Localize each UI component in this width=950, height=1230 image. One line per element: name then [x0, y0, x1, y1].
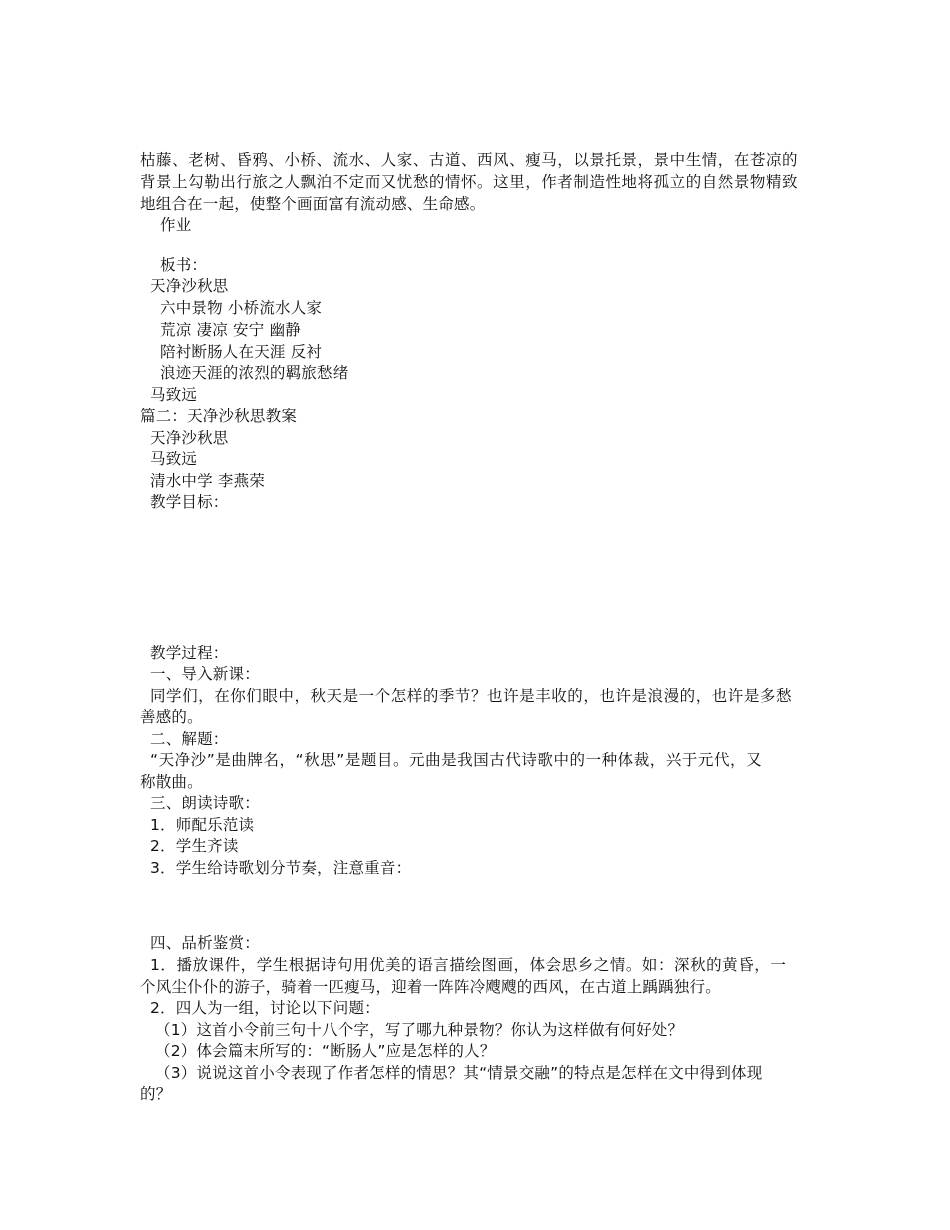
paragraph-line: 背景上勾勒出行旅之人飘泊不定而又忧愁的情怀。这里，作者制造性地将孤立的自然景物精致: [140, 173, 799, 191]
process-heading: 教学过程：: [150, 644, 229, 662]
list-item: 3．学生给诗歌划分节奏，注意重音：: [150, 859, 412, 877]
paragraph-line: 称散曲。: [140, 773, 203, 791]
blackboard-line: 浪迹天涯的浓烈的羁旅愁绪: [160, 364, 349, 382]
objectives-heading: 教学目标：: [150, 493, 229, 511]
blackboard-heading: 板书：: [160, 256, 208, 274]
blackboard-line: 六中景物 小桥流水人家: [160, 299, 323, 317]
author-name: 马致远: [150, 450, 198, 468]
list-item: 2．四人为一组，讨论以下问题：: [150, 999, 380, 1017]
paragraph-line: 个风尘仆仆的游子，骑着一匹瘦马，迎着一阵阵冷飕飕的西风，在古道上踽踽独行。: [140, 978, 721, 996]
poem-title: 天净沙秋思: [150, 277, 229, 295]
step-heading: 三、朗读诗歌：: [150, 794, 260, 812]
step-heading: 一、导入新课：: [150, 665, 260, 683]
question-item: （3）说说这首小令表现了作者怎样的情思？其“情景交融”的特点是怎样在文中得到体现: [155, 1064, 763, 1082]
paragraph-line: “天净沙”是曲牌名，“秋思”是题目。元曲是我国古代诗歌中的一种体裁，兴于元代，又: [150, 751, 763, 769]
paragraph-line: 的？: [140, 1085, 172, 1103]
step-heading: 二、解题：: [150, 730, 229, 748]
question-item: （2）体会篇末所写的：“断肠人”应是怎样的人？: [155, 1042, 496, 1060]
paragraph-line: 同学们，在你们眼中，秋天是一个怎样的季节？也许是丰收的，也许是浪漫的，也许是多愁: [150, 687, 793, 705]
blackboard-line: 陪衬断肠人在天涯 反衬: [160, 343, 323, 361]
list-item: 1．播放课件，学生根据诗句用优美的语言描绘图画，体会思乡之情。如：深秋的黄昏，一: [150, 956, 787, 974]
author-name: 马致远: [150, 386, 198, 404]
list-item: 2．学生齐读: [150, 837, 239, 855]
step-heading: 四、品析鉴赏：: [150, 934, 260, 952]
question-item: （1）这首小令前三句十八个字，写了哪九种景物？你认为这样做有何好处？: [155, 1021, 684, 1039]
teacher-info: 清水中学 李燕荣: [150, 472, 266, 490]
poem-title: 天净沙秋思: [150, 429, 229, 447]
paragraph-line: 善感的。: [140, 708, 203, 726]
paragraph-line: 地组合在一起，使整个画面富有流动感、生命感。: [140, 195, 486, 213]
list-item: 1．师配乐范读: [150, 816, 255, 834]
section-heading: 篇二：天净沙秋思教案: [140, 407, 298, 425]
homework-heading: 作业: [160, 216, 192, 234]
paragraph-line: 枯藤、老树、昏鸦、小桥、流水、人家、古道、西风、瘦马，以景托景，景中生情，在苍凉的: [140, 151, 799, 169]
blackboard-line: 荒凉 凄凉 安宁 幽静: [160, 321, 301, 339]
